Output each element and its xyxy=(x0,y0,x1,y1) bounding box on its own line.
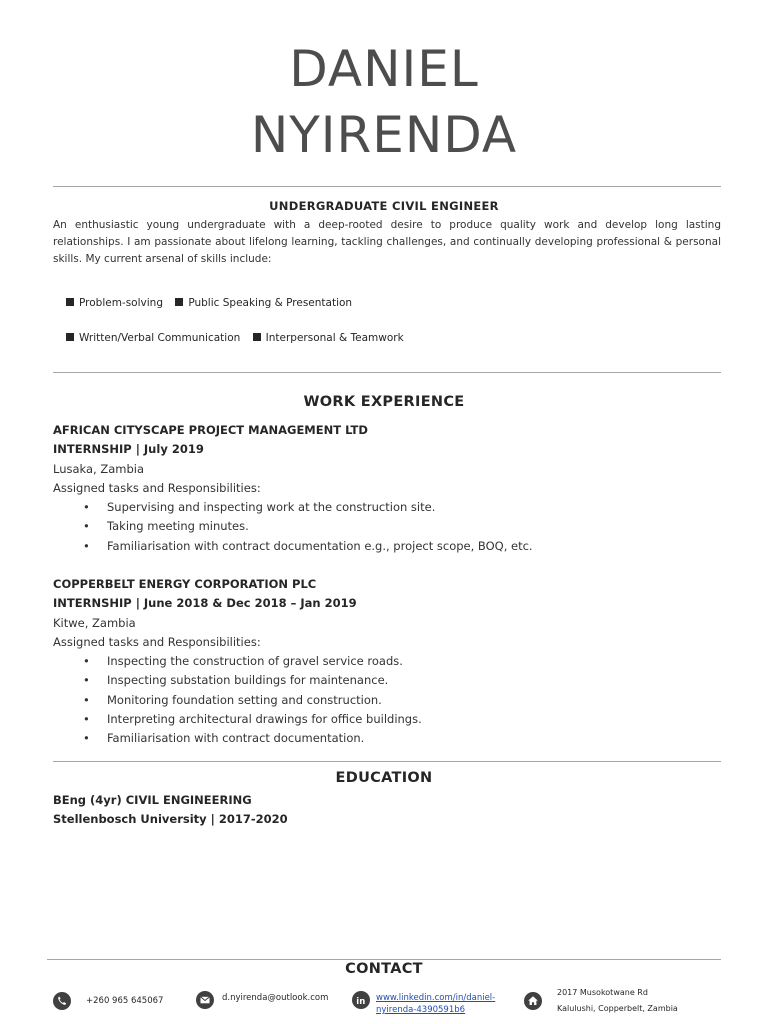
bullet-square-icon xyxy=(253,333,261,341)
job-location: Kitwe, Zambia xyxy=(53,615,136,630)
email-link[interactable]: d.nyirenda@outlook.com xyxy=(222,993,329,1003)
job-role: INTERNSHIP | July 2019 xyxy=(53,442,204,457)
job-title: UNDERGRADUATE CIVIL ENGINEER xyxy=(269,199,499,213)
list-item: • Taking meeting minutes. xyxy=(53,517,733,536)
responsibility-list xyxy=(53,652,733,748)
bullet-square-icon xyxy=(66,298,74,306)
linkedin-url-part[interactable]: nyirenda-4390591b6 xyxy=(376,1005,466,1015)
company-name: COPPERBELT ENERGY CORPORATION PLC xyxy=(53,577,317,591)
degree: BEng (4yr) CIVIL ENGINEERING xyxy=(53,793,252,807)
list-item: • Familiarisation with contract documentation e.g., project scope, BOQ, etc. xyxy=(53,537,733,556)
list-item: • Familiarisation with contract documentation. xyxy=(53,729,733,748)
job-intro: Assigned tasks and Responsibilities: xyxy=(53,634,261,649)
address-line: Kalulushi, Copperbelt, Zambia xyxy=(557,1004,678,1013)
profile-summary: An enthusiastic young undergraduate with a deep-rooted desire to produce quality work and develop long lasting relationships. I am passionate about lifelong learning, tackling challenges, and continually developing professional & personal skills. My current arsenal of skills include: xyxy=(53,219,721,265)
phone-number: +260 965 645067 xyxy=(86,996,164,1006)
email-icon xyxy=(196,991,214,1009)
school: Stellenbosch University | 2017-2020 xyxy=(53,812,288,827)
linkedin-icon xyxy=(352,991,370,1009)
contact-row xyxy=(0,985,768,1019)
education-entry xyxy=(53,791,288,830)
divider xyxy=(53,186,721,187)
job-role: INTERNSHIP | June 2018 & Dec 2018 – Jan 2019 xyxy=(53,596,357,611)
work-experience-heading: WORK EXPERIENCE xyxy=(303,394,465,410)
contact-heading: CONTACT xyxy=(345,961,423,977)
skill-item: Public Speaking & Presentation xyxy=(188,297,353,309)
responsibility-list xyxy=(53,498,733,556)
divider xyxy=(53,761,721,762)
skill-item: Written/Verbal Communication xyxy=(79,332,241,344)
company-name: AFRICAN CITYSCAPE PROJECT MANAGEMENT LTD xyxy=(53,423,368,437)
first-name: DANIEL xyxy=(289,40,479,98)
address-line: 2017 Musokotwane Rd xyxy=(557,988,648,997)
divider xyxy=(47,959,721,960)
home-icon xyxy=(524,992,542,1010)
education-heading: EDUCATION xyxy=(335,770,433,786)
linkedin-link[interactable] xyxy=(376,992,495,1016)
skills-row xyxy=(63,332,410,344)
skill-item: Problem-solving xyxy=(79,297,163,309)
job-intro: Assigned tasks and Responsibilities: xyxy=(53,480,261,495)
last-name: NYIRENDA xyxy=(250,106,518,164)
skills-row xyxy=(63,297,358,309)
bullet-square-icon xyxy=(175,298,183,306)
job-entry xyxy=(53,575,733,749)
phone-icon xyxy=(53,992,71,1010)
list-item: • Supervising and inspecting work at the construction site. xyxy=(53,498,733,517)
linkedin-url-part[interactable]: www.linkedin.com/in/daniel- xyxy=(376,993,496,1003)
bullet-square-icon xyxy=(66,333,74,341)
svg-text:in: in xyxy=(356,996,366,1007)
skill-item: Interpersonal & Teamwork xyxy=(265,332,404,344)
list-item: • Inspecting substation buildings for maintenance. xyxy=(53,671,733,690)
job-entry xyxy=(53,421,733,556)
list-item: • Monitoring foundation setting and construction. xyxy=(53,691,733,710)
list-item: • Interpreting architectural drawings for office buildings. xyxy=(53,710,733,729)
job-location: Lusaka, Zambia xyxy=(53,461,145,476)
divider xyxy=(53,372,721,373)
address xyxy=(557,985,678,1017)
list-item: • Inspecting the construction of gravel service roads. xyxy=(53,652,733,671)
